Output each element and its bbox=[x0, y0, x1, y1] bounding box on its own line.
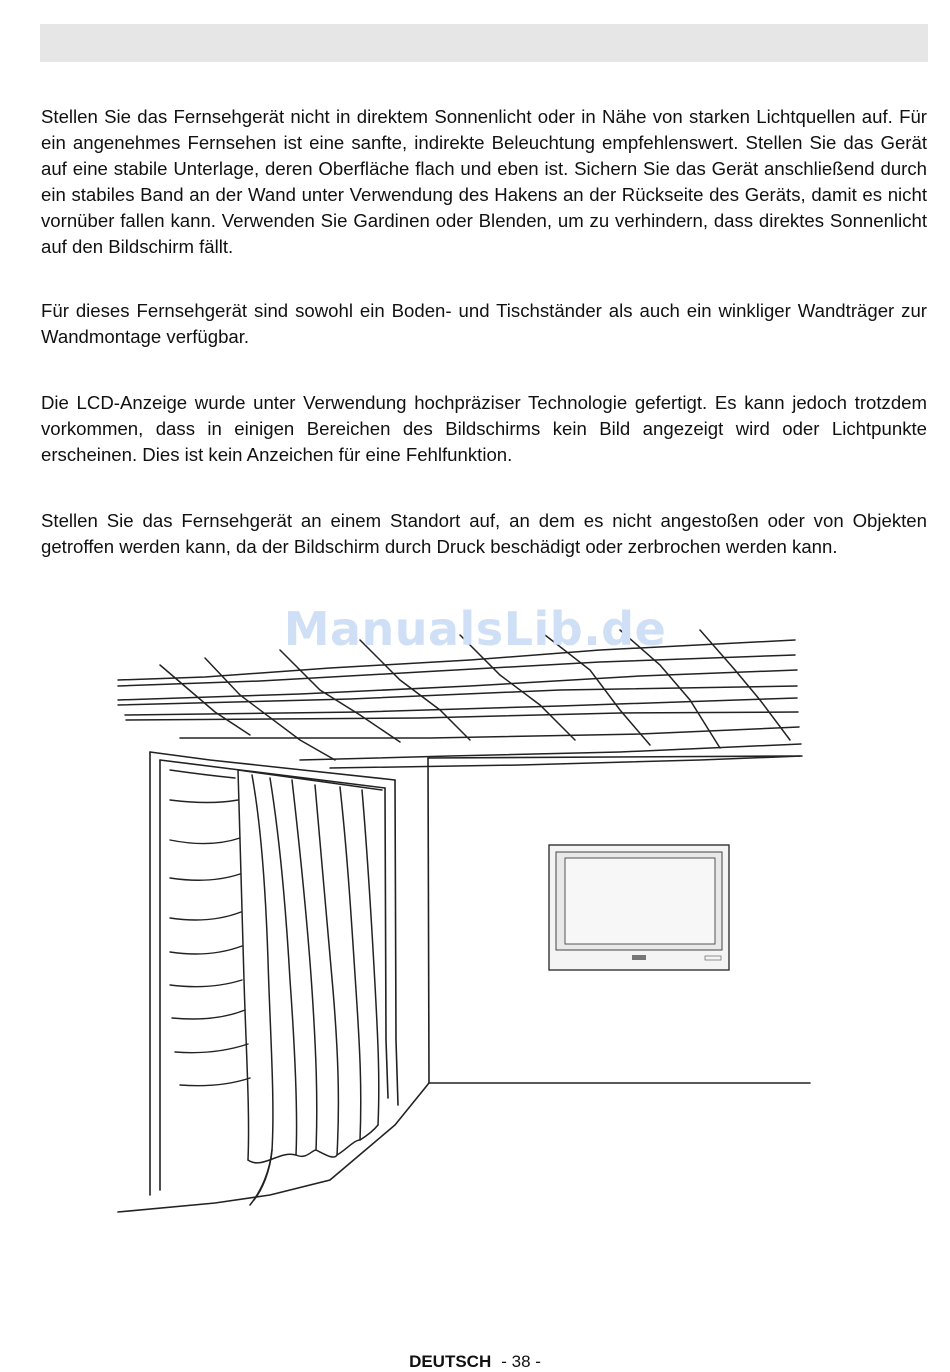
tv-icon bbox=[549, 845, 729, 970]
watermark: ManualsLib.de bbox=[283, 602, 667, 656]
footer-language: DEUTSCH bbox=[409, 1352, 492, 1371]
paragraph-mounting: Für dieses Fernsehgerät sind sowohl ein Boden- und Tischständer als auch ein winkliger Wandträger zur Wandmontage verfügbar. bbox=[41, 300, 927, 347]
paragraph-location: Stellen Sie das Fernsehgerät an einem Standort auf, an dem es nicht angestoßen oder von Objekten getroffen werden kann, da der Bildschirm durch Druck beschädigt oder zerbrochen werden kann. bbox=[41, 510, 927, 557]
room-illustration bbox=[110, 625, 820, 1220]
header-bar bbox=[40, 24, 928, 62]
curtain bbox=[238, 770, 382, 1205]
footer-page-number: - 38 - bbox=[501, 1352, 541, 1371]
paragraph-placement: Stellen Sie das Fernsehgerät nicht in direktem Sonnenlicht oder in Nähe von starken Lichtquellen auf. Für ein angenehmes Fernsehen ist eine sanfte, indirekte Beleuchtung empfehlenswert. Stellen Sie das Gerät auf eine stabile Unterlage, deren Oberfläche flach und eben ist. Sichern Sie das Gerät anschließend durch ein stabiles Band an der Wand unter Verwendung des Hakens an der Rückseite des Geräts, damit es nicht vornüber fallen kann. Verwenden Sie Gardinen oder Blenden, um zu verhindern, dass direktes Sonnenlicht auf den Bildschirm fällt. bbox=[41, 106, 927, 257]
paragraph-lcd-display: Die LCD-Anzeige wurde unter Verwendung hochpräziser Technologie gefertigt. Es kann jedoch trotzdem vorkommen, dass in einigen Bereichen des Bildschirms kein Bild angezeigt wird oder Lichtpunkte erscheinen. Dies ist kein Anzeichen für eine Fehlfunktion. bbox=[41, 392, 927, 465]
light-arcs bbox=[170, 770, 250, 1086]
page-footer bbox=[0, 1352, 950, 1372]
